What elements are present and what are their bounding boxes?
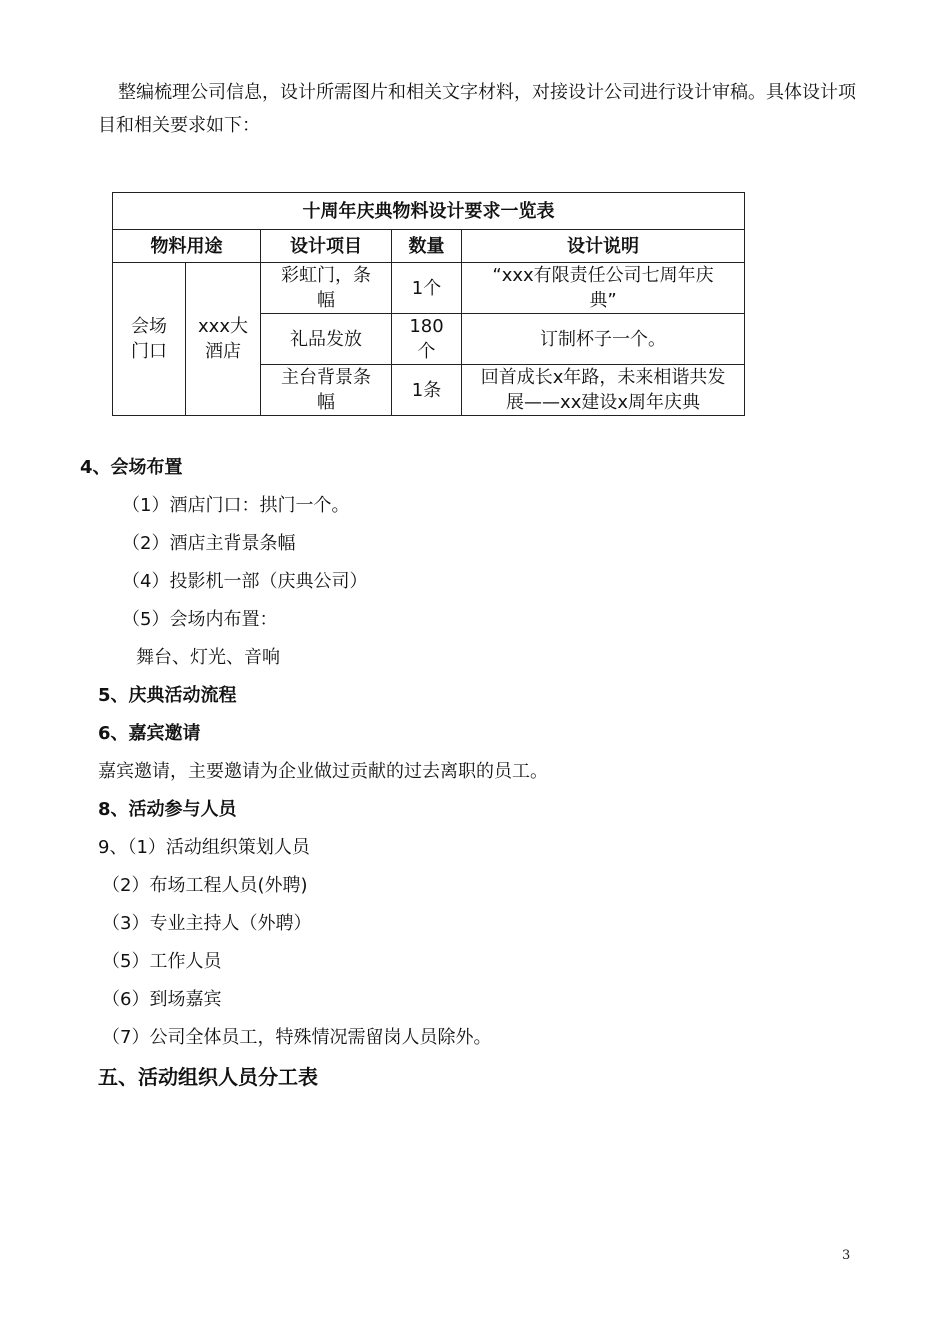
chapter-heading: 五、活动组织人员分工表: [98, 1065, 318, 1089]
cell-venue: xxx大酒店: [186, 263, 261, 416]
list-item: （7）公司全体员工，特殊情况需留岗人员除外。: [102, 1027, 492, 1048]
cell-item: 礼品发放: [261, 314, 392, 365]
list-subitem: 舞台、灯光、音响: [136, 647, 280, 668]
cell-location: 会场门口: [113, 263, 186, 416]
cell-desc: 订制杯子一个。: [462, 314, 745, 365]
table-row: [113, 263, 745, 314]
header-usage: 物料用途: [113, 230, 261, 263]
list-item: （2）酒店主背景条幅: [122, 533, 296, 554]
section-5-heading: 5、庆典活动流程: [98, 685, 237, 706]
section-6-text: 嘉宾邀请，主要邀请为企业做过贡献的过去离职的员工。: [98, 761, 548, 782]
page-number: 3: [842, 1248, 851, 1263]
list-item: （1）酒店门口：拱门一个。: [122, 495, 350, 516]
list-item: （2）布场工程人员(外聘): [102, 875, 308, 896]
list-item: （5）会场内布置：: [122, 609, 278, 630]
cell-qty: 1条: [392, 365, 462, 416]
list-item: （6）到场嘉宾: [102, 989, 222, 1010]
table-title: 十周年庆典物料设计要求一览表: [113, 193, 745, 230]
header-qty: 数量: [392, 230, 462, 263]
header-desc: 设计说明: [462, 230, 745, 263]
list-item: （3）专业主持人（外聘）: [102, 913, 312, 934]
cell-desc: “xxx有限责任公司七周年庆典”: [462, 263, 745, 314]
material-design-table: [112, 192, 745, 416]
section-6-heading: 6、嘉宾邀请: [98, 723, 201, 744]
list-item: （4）投影机一部（庆典公司）: [122, 571, 368, 592]
section-4-heading: 4、会场布置: [80, 457, 183, 478]
section-9-line: 9、（1）活动组织策划人员: [98, 837, 310, 858]
cell-qty: 1个: [392, 263, 462, 314]
cell-item: 主台背景条幅: [261, 365, 392, 416]
cell-qty: 180个: [392, 314, 462, 365]
header-item: 设计项目: [261, 230, 392, 263]
section-8-heading: 8、活动参与人员: [98, 799, 237, 820]
cell-item: 彩虹门，条幅: [261, 263, 392, 314]
intro-paragraph: 整编梳理公司信息，设计所需图片和相关文字材料，对接设计公司进行设计审稿。具体设计项目和相关要求如下：: [98, 82, 856, 136]
list-item: （5）工作人员: [102, 951, 222, 972]
cell-desc: 回首成长x年路，未来相谐共发展——xx建设x周年庆典: [462, 365, 745, 416]
